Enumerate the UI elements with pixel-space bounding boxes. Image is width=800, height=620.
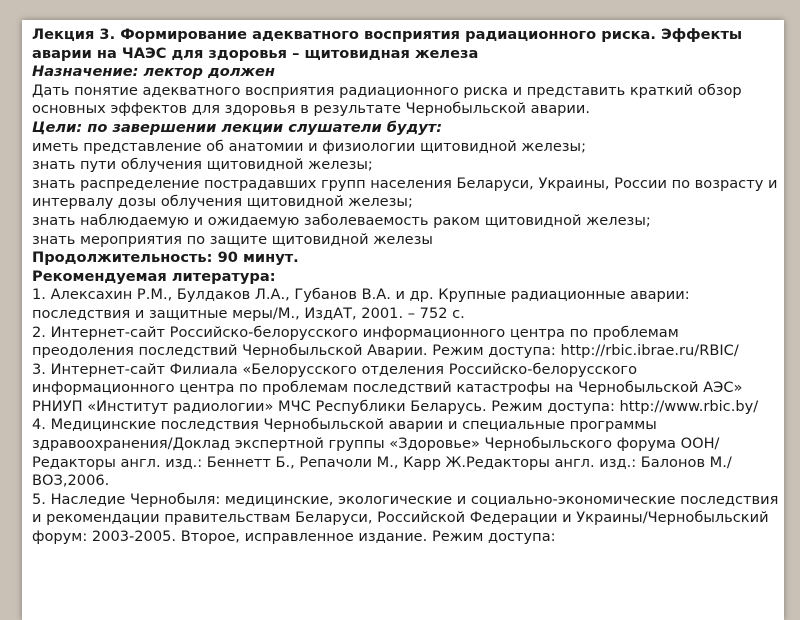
goal-item: знать наблюдаемую и ожидаемую заболеваемость раком щитовидной железы; — [32, 211, 651, 229]
goal-item: знать пути облучения щитовидной железы; — [32, 156, 373, 174]
duration: Продолжительность: 90 минут. — [32, 249, 299, 267]
literature-item: 3. Интернет-сайт Филиала «Белорусского отделения Российско-белорусского информационного центра по проблемам последствий катастрофы на Чернобыльской АЭС» РНИУП «Институт радиологии» МЧС Республики Беларусь. Режим доступа: http://www.rbic.by/ — [32, 360, 759, 415]
literature-heading: Рекомендуемая литература: — [32, 267, 276, 285]
lecture-title: Лекция 3. Формирование адекватного восприятия радиационного риска. Эффекты аварии на ЧАЭС для здоровья – щитовидная железа — [32, 26, 743, 62]
purpose-heading: Назначение: лектор должен — [32, 63, 276, 81]
goal-item: знать мероприятия по защите щитовидной железы — [32, 230, 433, 248]
slide — [22, 20, 784, 620]
literature-item: 2. Интернет-сайт Российско-белорусского информационного центра по проблемам преодоления последствий Чернобыльской Аварии. Режим доступа: http://rbic.ibrae.ru/RBIC/ — [32, 323, 739, 360]
goals-heading: Цели: по завершении лекции слушатели будут: — [32, 118, 443, 136]
purpose-text: Дать понятие адекватного восприятия радиационного риска и представить краткий обзор основных эффектов для здоровья в результате Чернобыльской аварии. — [32, 81, 742, 118]
literature-item: 4. Медицинские последствия Чернобыльской аварии и специальные программы здравоохранения/Доклад экспертной группы «Здоровье» Чернобыльского форума ООН/Редакторы англ. изд.: Беннетт Б., Репачоли М., Карр Ж.Редакторы англ. изд.: Балонов М./ВОЗ,2006. — [32, 416, 732, 490]
lecture-content — [32, 26, 780, 547]
literature-item: 1. Алексахин Р.М., Булдаков Л.А., Губанов В.А. и др. Крупные радиационные аварии: последствия и защитные меры/М., ИздАТ, 2001. – 752 с. — [32, 286, 690, 322]
goal-item: знать распределение пострадавших групп населения Беларуси, Украины, России по возрасту и интервалу дозы облучения щитовидной железы; — [32, 174, 778, 211]
literature-item: 5. Наследие Чернобыля: медицинские, экологические и социально-экономические последствия и рекомендации правительствам Беларуси, Российской Федерации и Украины/Чернобыльский форум: 2003-2005. Второе, исправленное издание. Режим доступа: — [32, 490, 779, 546]
goal-item: иметь представление об анатомии и физиологии щитовидной железы; — [32, 137, 586, 155]
